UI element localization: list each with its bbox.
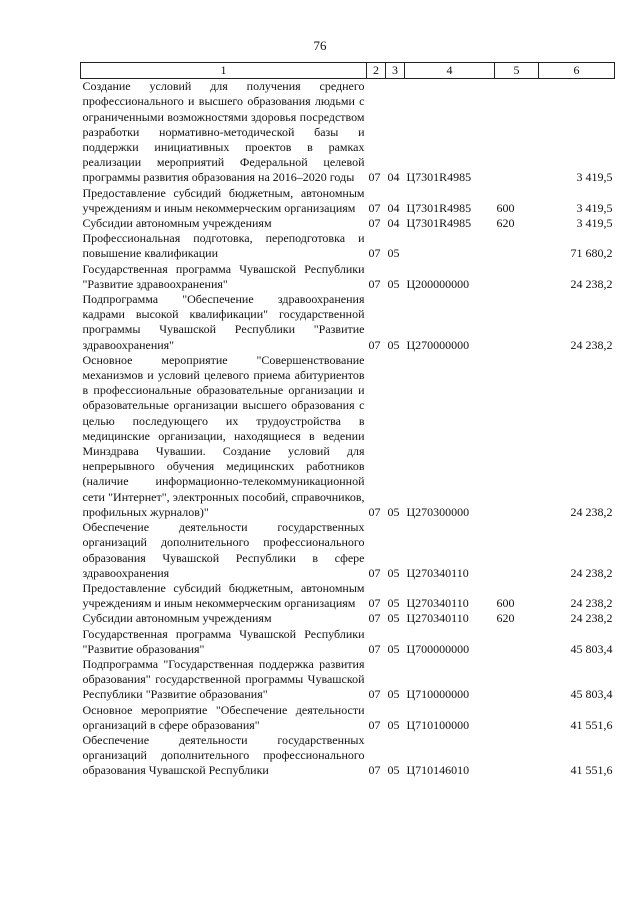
- row-target-code: Ц200000000: [406, 276, 470, 291]
- row-subsection: 05: [387, 611, 400, 626]
- row-expense-type: [495, 262, 539, 292]
- row-target-code: Ц7301R4985: [406, 200, 472, 215]
- table-row: [81, 611, 615, 626]
- row-section: 07: [368, 565, 381, 580]
- row-expense-type: [495, 292, 539, 353]
- row-name: Обеспечение деятельности государственных организаций дополнительного профессионального образования Чувашской Республики: [82, 732, 365, 778]
- row-target-code: Ц270340110: [406, 611, 469, 626]
- row-expense-type: [495, 353, 539, 520]
- row-target-code: [405, 231, 495, 261]
- page-number: 76: [313, 38, 327, 53]
- row-expense-type: [495, 703, 539, 733]
- row-name: Субсидии автономным учреждениям: [82, 611, 272, 626]
- row-name: Предоставление субсидий бюджетным, автономным учреждениям и иным некоммерческим организациям: [82, 185, 365, 215]
- row-section: 07: [368, 200, 381, 215]
- table-row: [81, 353, 615, 520]
- column-header-subsection: 3: [386, 63, 405, 79]
- row-name: Государственная программа Чувашской Республики "Развитие здравоохранения": [82, 261, 365, 291]
- row-expense-type: [495, 627, 539, 657]
- row-amount: 24 238,2: [570, 504, 613, 519]
- row-section: 07: [368, 717, 381, 732]
- row-target-code: Ц700000000: [406, 641, 470, 656]
- row-section: 07: [368, 246, 381, 261]
- row-section: 07: [368, 611, 381, 626]
- row-amount: 24 238,2: [570, 611, 613, 626]
- row-amount: 41 551,6: [570, 763, 613, 778]
- budget-table: [80, 62, 615, 779]
- row-expense-type: 620: [496, 611, 515, 626]
- row-subsection: 05: [387, 687, 400, 702]
- table-row: [81, 657, 615, 703]
- row-subsection: 05: [387, 641, 400, 656]
- row-name: Создание условий для получения среднего профессионального и высшего образования людьми с ограниченными возможностями здоровья посредством разработки нормативно-методической базы и поддержки инициативных проектов в рамках реализации мероприятий Федеральной целевой программы развития образования на 2016–2020 годы: [82, 79, 365, 185]
- row-subsection: 05: [387, 246, 400, 261]
- row-section: 07: [368, 504, 381, 519]
- table-row: [81, 262, 615, 292]
- column-header-section: 2: [367, 63, 386, 79]
- row-amount: 3 419,5: [576, 170, 613, 185]
- table-row: [81, 581, 615, 611]
- row-amount: 45 803,4: [570, 687, 613, 702]
- row-name: Предоставление субсидий бюджетным, автономным учреждениям и иным некоммерческим организациям: [82, 580, 365, 611]
- table-header-row: [81, 63, 615, 79]
- row-name: Профессиональная подготовка, переподготовка и повышение квалификации: [82, 231, 365, 261]
- row-section: 07: [368, 763, 381, 778]
- row-subsection: 05: [387, 565, 400, 580]
- row-expense-type: [495, 733, 539, 779]
- row-target-code: Ц270340110: [406, 565, 469, 580]
- row-name: Подпрограмма "Обеспечение здравоохранения кадрами высокой квалификации" государственной программы Чувашской Республики "Развитие здравоохранения": [82, 292, 365, 352]
- table-row: [81, 703, 615, 733]
- row-amount: 24 238,2: [570, 337, 613, 352]
- row-target-code: Ц7301R4985: [406, 216, 472, 231]
- row-expense-type: [495, 657, 539, 703]
- row-subsection: 05: [387, 717, 400, 732]
- table-row: [81, 231, 615, 261]
- column-header-name: 1: [81, 63, 367, 79]
- row-section: 07: [368, 596, 381, 611]
- row-amount: 3 419,5: [576, 200, 613, 215]
- row-target-code: Ц710000000: [406, 687, 470, 702]
- row-subsection: 04: [387, 216, 400, 231]
- row-target-code: Ц270300000: [406, 504, 470, 519]
- row-amount: 71 680,2: [570, 246, 613, 261]
- row-expense-type: [495, 79, 539, 186]
- row-amount: 45 803,4: [570, 641, 613, 656]
- row-section: 07: [368, 641, 381, 656]
- row-section: 07: [368, 170, 381, 185]
- table-row: [81, 186, 615, 216]
- row-name: Основное мероприятие "Обеспечение деятельности организаций в сфере образования": [82, 702, 365, 732]
- row-section: 07: [368, 687, 381, 702]
- row-section: 07: [368, 276, 381, 291]
- row-subsection: 05: [387, 596, 400, 611]
- row-subsection: 04: [387, 170, 400, 185]
- row-subsection: 05: [387, 276, 400, 291]
- row-name: Подпрограмма "Государственная поддержка развития образования" государственной программы Чувашской Республики "Развитие образования": [82, 656, 365, 702]
- row-name: Государственная программа Чувашской Республики "Развитие образования": [82, 626, 365, 656]
- table-row: [81, 79, 615, 186]
- row-subsection: 05: [387, 504, 400, 519]
- table-row: [81, 292, 615, 353]
- row-section: 07: [368, 337, 381, 352]
- row-amount: 24 238,2: [570, 565, 613, 580]
- row-name: Основное мероприятие "Совершенствование механизмов и условий целевого приема абитуриентов в профессиональные образовательные организации и образовательные организации высшего образования с целью последующего их трудоустройства в медицинские организации, находящиеся в ведении Минздрава Чувашии. Создание условий для непрерывного обучения медицинских работников (наличие информационно-телекоммуникационной сети "Интернет", электронных пособий, справочников, профильных журналов)": [82, 352, 365, 519]
- row-subsection: 05: [387, 763, 400, 778]
- row-expense-type: 620: [496, 216, 515, 231]
- row-name: Субсидии автономным учреждениям: [82, 216, 272, 231]
- row-target-code: Ц710100000: [406, 717, 470, 732]
- row-expense-type: 600: [496, 596, 515, 611]
- row-subsection: 04: [387, 200, 400, 215]
- row-section: 07: [368, 216, 381, 231]
- table-row: [81, 216, 615, 231]
- row-amount: 3 419,5: [576, 216, 613, 231]
- column-header-target-code: 4: [405, 63, 495, 79]
- row-target-code: Ц7301R4985: [406, 170, 472, 185]
- column-header-expense-type: 5: [495, 63, 539, 79]
- row-amount: 24 238,2: [570, 276, 613, 291]
- row-name: Обеспечение деятельности государственных организаций дополнительного профессионального образования Чувашской Республики в сфере здравоохранения: [82, 520, 365, 580]
- row-expense-type: 600: [496, 200, 515, 215]
- column-header-amount: 6: [539, 63, 615, 79]
- table-row: [81, 627, 615, 657]
- table-row: [81, 733, 615, 779]
- row-expense-type: [495, 520, 539, 581]
- table-row: [81, 520, 615, 581]
- row-target-code: Ц270000000: [406, 337, 470, 352]
- row-expense-type: [495, 231, 539, 261]
- row-subsection: 05: [387, 337, 400, 352]
- row-target-code: Ц270340110: [406, 596, 469, 611]
- row-amount: 41 551,6: [570, 717, 613, 732]
- row-target-code: Ц710146010: [406, 763, 470, 778]
- row-amount: 24 238,2: [570, 596, 613, 611]
